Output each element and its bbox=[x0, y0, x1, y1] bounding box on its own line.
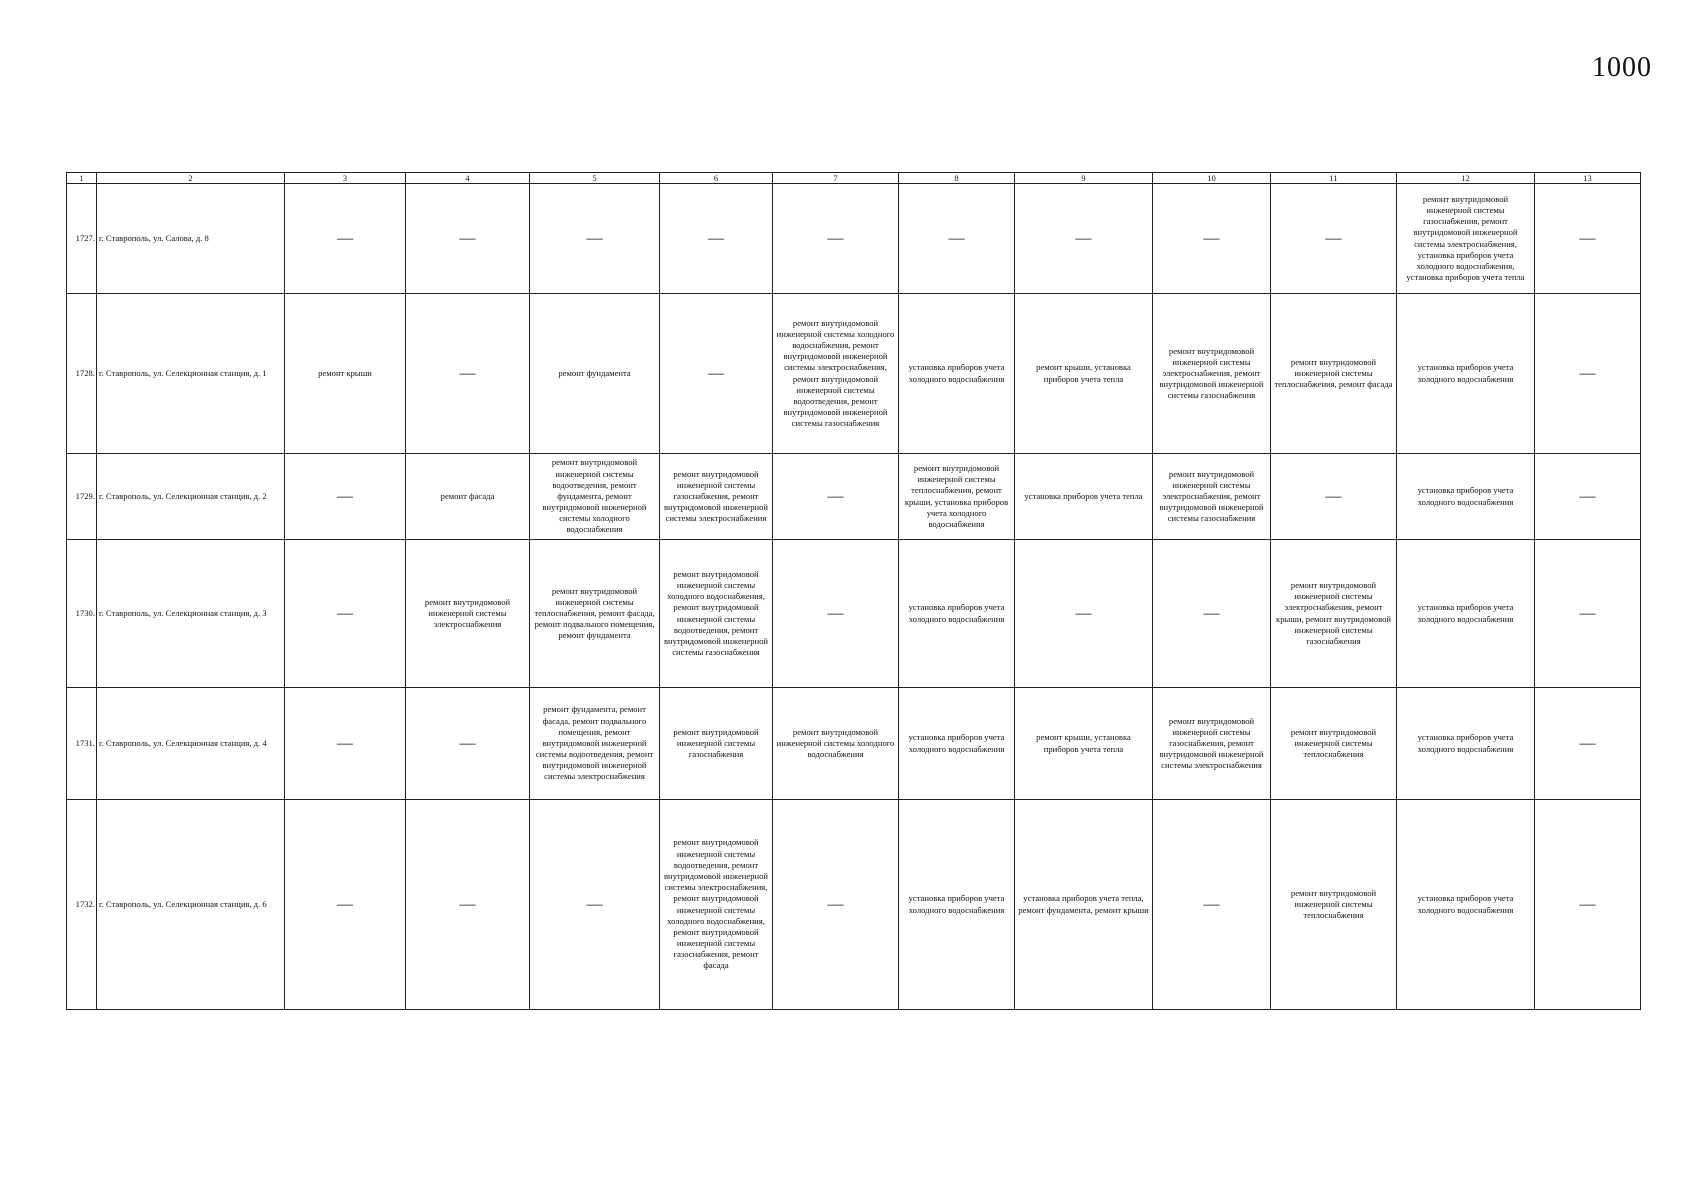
work-cell bbox=[406, 294, 530, 454]
work-cell bbox=[773, 184, 899, 294]
empty-dash: — bbox=[1325, 487, 1342, 505]
row-number: 1731. bbox=[67, 688, 97, 800]
empty-dash: — bbox=[1203, 229, 1220, 247]
work-cell bbox=[1153, 540, 1271, 688]
address-cell: г. Ставрополь, ул. Селекционная станция, д. 3 bbox=[97, 540, 285, 688]
empty-dash: — bbox=[1579, 604, 1596, 622]
work-cell bbox=[285, 800, 406, 1010]
table-row bbox=[67, 294, 1641, 454]
work-cell: ремонт внутридомовой инженерной системы холодного водоснабжения, ремонт внутридомовой инженерной системы водоотведения, ремонт внутридомовой инженерной системы газоснабжения bbox=[660, 540, 773, 688]
work-cell: установка приборов учета холодного водоснабжения bbox=[1397, 294, 1535, 454]
work-cell bbox=[1535, 454, 1641, 540]
work-cell bbox=[530, 800, 660, 1010]
column-header: 5 bbox=[530, 173, 660, 184]
column-header: 13 bbox=[1535, 173, 1641, 184]
column-header: 8 bbox=[899, 173, 1015, 184]
work-cell: установка приборов учета тепла bbox=[1015, 454, 1153, 540]
work-cell bbox=[899, 184, 1015, 294]
work-cell: ремонт внутридомовой инженерной системы электроснабжения, ремонт крыши, ремонт внутридомовой инженерной системы газоснабжения bbox=[1271, 540, 1397, 688]
empty-dash: — bbox=[337, 895, 353, 913]
work-cell bbox=[530, 184, 660, 294]
empty-dash: — bbox=[827, 895, 844, 913]
empty-dash: — bbox=[459, 229, 476, 247]
work-cell bbox=[660, 184, 773, 294]
work-cell bbox=[285, 688, 406, 800]
work-cell: ремонт внутридомовой инженерной системы электроснабжения, ремонт внутридомовой инженерной системы газоснабжения bbox=[1153, 294, 1271, 454]
work-cell bbox=[285, 454, 406, 540]
empty-dash: — bbox=[1579, 734, 1596, 752]
work-cell: установка приборов учета холодного водоснабжения bbox=[899, 294, 1015, 454]
column-header: 9 bbox=[1015, 173, 1153, 184]
work-cell: ремонт внутридомовой инженерной системы газоснабжения, ремонт внутридомовой инженерной системы электроснабжения, установка приборов учета холодного водоснабжения, установка приборов учета тепла bbox=[1397, 184, 1535, 294]
empty-dash: — bbox=[1579, 895, 1596, 913]
address-cell: г. Ставрополь, ул. Селекционная станция, д. 6 bbox=[97, 800, 285, 1010]
work-cell: ремонт внутридомовой инженерной системы холодного водоснабжения bbox=[773, 688, 899, 800]
column-header: 2 bbox=[97, 173, 285, 184]
empty-dash: — bbox=[1579, 364, 1596, 382]
work-cell: ремонт внутридомовой инженерной системы электроснабжения bbox=[406, 540, 530, 688]
work-cell bbox=[1535, 800, 1641, 1010]
work-cell bbox=[773, 454, 899, 540]
empty-dash: — bbox=[1203, 604, 1220, 622]
work-cell: установка приборов учета холодного водоснабжения bbox=[1397, 454, 1535, 540]
work-cell: ремонт внутридомовой инженерной системы холодного водоснабжения, ремонт внутридомовой инженерной системы электроснабжения, ремонт внутридомовой инженерной системы водоотведения, ремонт внутридомовой инженерной системы газоснабжения bbox=[773, 294, 899, 454]
column-header: 10 bbox=[1153, 173, 1271, 184]
work-cell: ремонт внутридомовой инженерной системы газоснабжения bbox=[660, 688, 773, 800]
work-cell bbox=[285, 540, 406, 688]
table-row bbox=[67, 800, 1641, 1010]
empty-dash: — bbox=[1075, 229, 1092, 247]
work-cell: установка приборов учета холодного водоснабжения bbox=[899, 688, 1015, 800]
work-cell: ремонт внутридомовой инженерной системы водоотведения, ремонт внутридомовой инженерной системы электроснабжения, ремонт внутридомовой инженерной системы холодного водоснабжения, ремонт внутридомовой инженерной системы газоснабжения, ремонт фасада bbox=[660, 800, 773, 1010]
work-cell: ремонт внутридомовой инженерной системы теплоснабжения, ремонт фасада bbox=[1271, 294, 1397, 454]
row-number: 1732. bbox=[67, 800, 97, 1010]
empty-dash: — bbox=[337, 229, 353, 247]
work-cell: ремонт внутридомовой инженерной системы теплоснабжения, ремонт крыши, установка приборов учета холодного водоснабжения bbox=[899, 454, 1015, 540]
empty-dash: — bbox=[708, 229, 724, 247]
work-cell bbox=[406, 184, 530, 294]
work-cell bbox=[773, 540, 899, 688]
row-number: 1729. bbox=[67, 454, 97, 540]
table-row bbox=[67, 454, 1641, 540]
page-number: 1000 bbox=[1592, 52, 1652, 83]
empty-dash: — bbox=[827, 229, 844, 247]
work-cell: установка приборов учета холодного водоснабжения bbox=[1397, 800, 1535, 1010]
work-cell: ремонт внутридомовой инженерной системы газоснабжения, ремонт внутридомовой инженерной системы электроснабжения bbox=[660, 454, 773, 540]
address-cell: г. Ставрополь, ул. Салова, д. 8 bbox=[97, 184, 285, 294]
work-cell bbox=[1535, 294, 1641, 454]
work-cell: ремонт внутридомовой инженерной системы теплоснабжения, ремонт фасада, ремонт подвального помещения, ремонт фундамента bbox=[530, 540, 660, 688]
work-cell: ремонт внутридомовой инженерной системы теплоснабжения bbox=[1271, 688, 1397, 800]
column-header: 7 bbox=[773, 173, 899, 184]
work-cell: ремонт фундамента, ремонт фасада, ремонт подвального помещения, ремонт внутридомовой инженерной системы водоотведения, ремонт внутридомовой инженерной системы электроснабжения bbox=[530, 688, 660, 800]
work-cell bbox=[1535, 540, 1641, 688]
empty-dash: — bbox=[337, 734, 353, 752]
work-cell: установка приборов учета холодного водоснабжения bbox=[899, 800, 1015, 1010]
empty-dash: — bbox=[827, 487, 844, 505]
row-number: 1730. bbox=[67, 540, 97, 688]
empty-dash: — bbox=[1203, 895, 1220, 913]
work-cell: ремонт фундамента bbox=[530, 294, 660, 454]
work-cell bbox=[1271, 454, 1397, 540]
work-cell bbox=[1535, 688, 1641, 800]
work-cell bbox=[1153, 800, 1271, 1010]
table-row bbox=[67, 540, 1641, 688]
work-cell bbox=[1153, 184, 1271, 294]
work-cell: ремонт внутридомовой инженерной системы электроснабжения, ремонт внутридомовой инженерной системы газоснабжения bbox=[1153, 454, 1271, 540]
work-cell: установка приборов учета холодного водоснабжения bbox=[1397, 540, 1535, 688]
work-cell: ремонт крыши bbox=[285, 294, 406, 454]
work-cell: ремонт внутридомовой инженерной системы теплоснабжения bbox=[1271, 800, 1397, 1010]
work-cell bbox=[406, 800, 530, 1010]
address-cell: г. Ставрополь, ул. Селекционная станция, д. 2 bbox=[97, 454, 285, 540]
column-header: 1 bbox=[67, 173, 97, 184]
work-cell: ремонт внутридомовой инженерной системы водоотведения, ремонт фундамента, ремонт внутридомовой инженерной системы холодного водоснабжения bbox=[530, 454, 660, 540]
work-cell: ремонт крыши, установка приборов учета тепла bbox=[1015, 294, 1153, 454]
column-header: 6 bbox=[660, 173, 773, 184]
empty-dash: — bbox=[586, 229, 603, 247]
work-cell: установка приборов учета холодного водоснабжения bbox=[1397, 688, 1535, 800]
work-cell bbox=[1015, 184, 1153, 294]
row-number: 1727. bbox=[67, 184, 97, 294]
column-header: 12 bbox=[1397, 173, 1535, 184]
empty-dash: — bbox=[459, 364, 476, 382]
work-cell bbox=[406, 688, 530, 800]
column-number-row bbox=[67, 173, 1641, 184]
empty-dash: — bbox=[1579, 487, 1596, 505]
column-header: 3 bbox=[285, 173, 406, 184]
empty-dash: — bbox=[948, 229, 965, 247]
empty-dash: — bbox=[337, 604, 353, 622]
work-cell bbox=[1015, 540, 1153, 688]
empty-dash: — bbox=[337, 487, 353, 505]
repair-schedule-table bbox=[66, 172, 1641, 1010]
work-cell bbox=[660, 294, 773, 454]
address-cell: г. Ставрополь, ул. Селекционная станция, д. 4 bbox=[97, 688, 285, 800]
table-row bbox=[67, 688, 1641, 800]
empty-dash: — bbox=[459, 895, 476, 913]
empty-dash: — bbox=[1579, 229, 1596, 247]
column-header: 11 bbox=[1271, 173, 1397, 184]
empty-dash: — bbox=[1075, 604, 1092, 622]
empty-dash: — bbox=[827, 604, 844, 622]
address-cell: г. Ставрополь, ул. Селекционная станция, д. 1 bbox=[97, 294, 285, 454]
work-cell: установка приборов учета холодного водоснабжения bbox=[899, 540, 1015, 688]
column-header: 4 bbox=[406, 173, 530, 184]
work-cell: ремонт внутридомовой инженерной системы газоснабжения, ремонт внутридомовой инженерной системы электроснабжения bbox=[1153, 688, 1271, 800]
work-cell bbox=[773, 800, 899, 1010]
work-cell bbox=[1535, 184, 1641, 294]
work-cell bbox=[285, 184, 406, 294]
work-cell: установка приборов учета тепла, ремонт фундамента, ремонт крыши bbox=[1015, 800, 1153, 1010]
work-cell: ремонт фасада bbox=[406, 454, 530, 540]
table-row bbox=[67, 184, 1641, 294]
work-cell bbox=[1271, 184, 1397, 294]
empty-dash: — bbox=[586, 895, 603, 913]
empty-dash: — bbox=[459, 734, 476, 752]
row-number: 1728. bbox=[67, 294, 97, 454]
work-cell: ремонт крыши, установка приборов учета тепла bbox=[1015, 688, 1153, 800]
empty-dash: — bbox=[1325, 229, 1342, 247]
empty-dash: — bbox=[708, 364, 724, 382]
